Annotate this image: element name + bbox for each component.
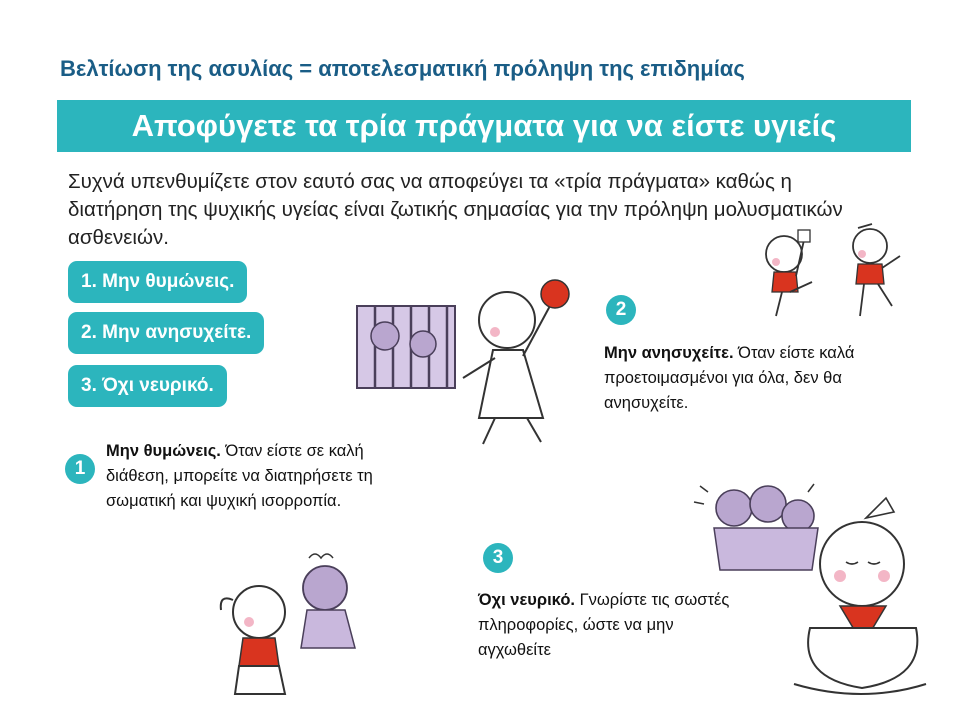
point-2-description — [604, 341, 904, 416]
exercising-kids-illustration — [742, 222, 917, 322]
page-title-banner: Αποφύγετε τα τρία πράγματα για να είστε υγιείς — [57, 100, 911, 152]
rule-pill-3: 3. Όχι νευρικό. — [68, 365, 227, 407]
ball-boy-cage-illustration — [355, 278, 585, 448]
point-2-text: Όταν είστε καλά προετοιμασμένοι για όλα, δεν θα ανησυχείτε. — [604, 344, 855, 412]
point-3-text: Γνωρίστε τις σωστές πληροφορίες, ώστε να μην αγχωθείτε — [478, 591, 730, 659]
rule-pill-1: 1. Μην θυμώνεις. — [68, 261, 247, 303]
point-3-title: Όχι νευρικό. — [478, 591, 575, 609]
rule-pill-2: 2. Μην ανησυχείτε. — [68, 312, 264, 354]
page-subtitle: Βελτίωση της ασυλίας = αποτελεσματική πρόληψη της επιδημίας — [60, 56, 745, 81]
point-2-title: Μην ανησυχείτε. — [604, 344, 734, 362]
point-2-number-badge: 2 — [606, 295, 636, 325]
meditating-child-illustration — [690, 478, 930, 704]
point-1-number-badge: 1 — [65, 454, 95, 484]
point-1-text: Όταν είστε σε καλή διάθεση, μπορείτε να διατηρήσετε τη σωματική και ψυχική ισορροπία. — [106, 442, 373, 510]
point-1-title: Μην θυμώνεις. — [106, 442, 221, 460]
point-3-number-badge: 3 — [483, 543, 513, 573]
point-1-description — [106, 439, 396, 514]
calm-girl-angry-figure-illustration — [205, 548, 380, 698]
intro-paragraph: Συχνά υπενθυμίζετε στον εαυτό σας να αποφεύγει τα «τρία πράγματα» καθώς η διατήρηση της ψυχικής υγείας είναι ζωτικής σημασίας για την πρόληψη μολυσματικών ασθενειών. — [68, 170, 843, 249]
